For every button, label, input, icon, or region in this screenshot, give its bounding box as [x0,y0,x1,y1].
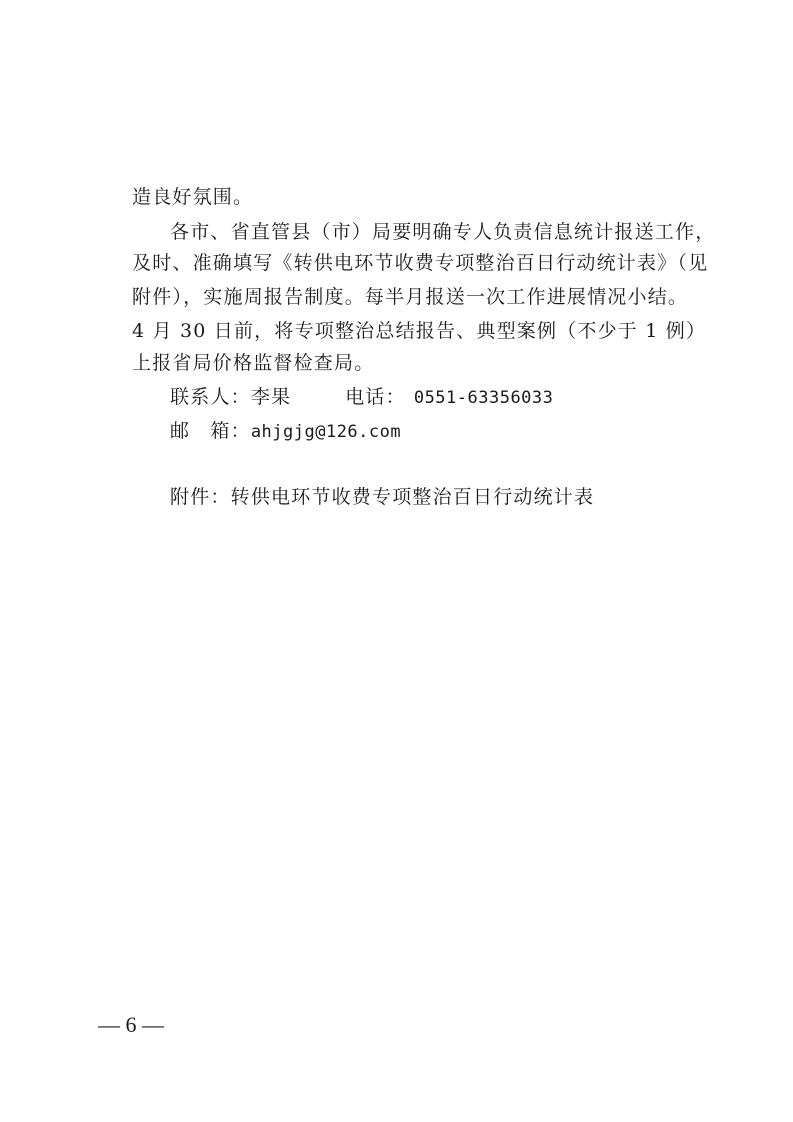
contact-line [170,384,553,411]
contact-phone: 0551-63356033 [413,388,554,408]
contact-person-label: 联系人： [170,386,251,408]
email-address: ahjgjg@126.com [250,422,402,442]
body-line-4: 附件），实施周报告制度。每半月报送一次工作进展情况小结。 [132,286,689,308]
email-label: 邮 箱： [170,420,251,442]
body-line-1: 造良好氛围。 [132,186,254,208]
body-line-6: 上报省局价格监督检查局。 [132,352,375,374]
page-number: — 6 — [98,1012,164,1037]
attachment-line: 附件：转供电环节收费专项整治百日行动统计表 [170,486,595,508]
body-line-5: 4 月 30 日前，将专项整治总结报告、典型案例（不少于 1 例） [132,320,707,342]
body-line-2: 各市、省直管县（市）局要明确专人负责信息统计报送工作， [170,221,716,243]
contact-person-name: 李果 [250,386,292,408]
contact-phone-label: 电话： [345,386,406,408]
email-line [170,418,401,445]
body-line-3: 及时、准确填写《转供电环节收费专项整治百日行动统计表》（见 [132,252,709,274]
